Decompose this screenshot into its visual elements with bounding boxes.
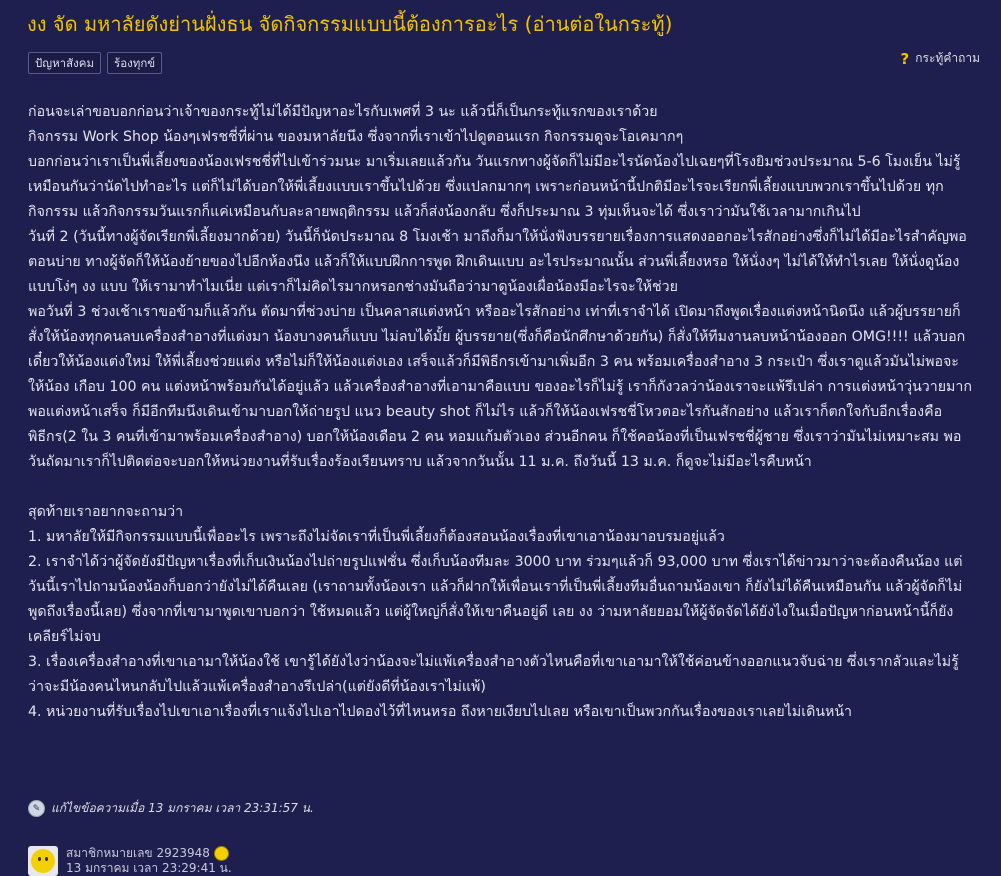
edit-note-text: แก้ไขข้อความเมื่อ 13 มกราคม เวลา 23:31:57 น. <box>51 801 314 815</box>
post-time: 13 มกราคม เวลา 23:29:41 น. <box>66 861 232 875</box>
question-item: 2. เราจำได้ว่าผู้จัดยังมีปัญหาเรื่องที่เก็บเงินน้องไปถ่ายรูปแฟชั่น ซึ่งเก็บน้องทีมละ 3000 บาท ร่วมๆแล้วก็ 93,000 บาท ซึ่งเราได้ข่าวมาว่าจะต้องคืนน้อง แต่วันนี้เราไปถามน้องน้องก็บอกว่ายังไม่ได้คืนเลย (เราถามทั้งน้องเรา แล้วก็ฝากให้เพื่อนเราที่เป็นพี่เลี้ยงทีมอื่นถามน้องเขา ก็ยังไม่ได้คืนเหมือนกัน แล้วผู้จัดก็ไม่พูดถึงเรื่องนี้เลย) ซึ่งจากที่เขามาพูดเขาบอกว่า ใช้หมดแล้ว แต่ผู้ใหญ่ก็สั่งให้เขาคืนอยู่ดี เลย งง ว่ามหาลัยยอมให้ผู้จัดจัดได้ยังไงในเมื่อปัญหาก่อนหน้านี้ก็ยังเคลียร์ไม่จบ <box>28 554 963 645</box>
edit-note <box>28 799 314 818</box>
paragraph: พอวันที่ 3 ช่วงเช้าเราขอข้ามก็แล้วกัน ตัดมาที่ช่วงบ่าย เป็นคลาสแต่งหน้า หรืออะไรสักอย่าง เท่าที่เราจำได้ เปิดมาถึงพูดเรื่องแต่งหน้านิดนึง แล้วผู้บรรยายก็สั่งให้น้องทุกคนลบเครื่องสำอางที่แต่งมา น้องบางคนก็แบบ ไม่ลบได้มั้ย ผู้บรรยาย(ซึ่งก็คือนักศึกษาด้วยกัน) ก็สั่งให้ทีมงานลบหน้าน้องออก OMG!!!! แล้วบอกเดี๋ยวให้น้องแต่งใหม่ ให้พี่เลี้ยงช่วยแต่ง หรือไม่ก็ให้น้องแต่งเอง เสร็จแล้วก็มีพิธีกรเข้ามาเพิ่มอีก 3 คน พร้อมเครื่องสำอาง 3 กระเป๋า ซึ่งเราดูแล้วมันไม่พอจะให้น้อง เกือบ 100 คน แต่งหน้าพร้อมกันได้อยู่แล้ว แล้วเครื่องสำอางที่เอามาคือแบบ ของอะไรก็ไม่รู้ เราก็กังวลว่าน้องเราจะแพ้รึเปล่า การแต่งหน้าวุ่นวายมาก พอแต่งหน้าเสร็จ ก็มีอีกทีมนึงเดินเข้ามาบอกให้ถ่ายรูป แนว beauty shot ก็ไม่ไร แล้วก็ให้น้องเฟรชชี่โหวตอะไรกันสักอย่าง แล้วเราก็ตกใจกับอีกเรื่องคือ พิธีกร(2 ใน 3 คนที่เข้ามาพร้อมเครื่องสำอาง) บอกให้น้องเดือน 2 คน หอมแก้มตัวเอง ส่วนอีกคน ก็ใช้คอน้องที่เป็นเฟรชชี่ผู้ชาย ซึ่งเราว่ามันไม่เหมาะสม พอวันถัดมาเราก็ไปติดต่อจะบอกให้หน่วยงานที่รับเรื่องร้องเรียนทราบ แล้วจากวันนั้น 11 ม.ค. ถึงวันนี้ 13 ม.ค. ก็ดูจะไม่มีอะไรคืบหน้า <box>28 304 972 470</box>
paragraph: ก่อนจะเล่าขอบอกก่อนว่าเจ้าของกระทู้ไม่ได้มีปัญหาอะไรกับเพศที่ 3 นะ แล้วนี่ก็เป็นกระทู้แรกของเราด้วย <box>28 104 658 120</box>
post-type <box>901 49 980 68</box>
edit-clock-icon: ✎ <box>28 800 45 817</box>
post-title: งง จัด มหาลัยดังย่านฝั่งธน จัดกิจกรรมแบบนี้ต้องการอะไร (อ่านต่อในกระทู้) <box>27 12 673 36</box>
tag-list <box>28 52 162 74</box>
question-item: 3. เรื่องเครื่องสำอางที่เขาเอามาให้น้องใช้ เขารู้ได้ยังไงว่าน้องจะไม่แพ้เครื่องสำอางตัวไหนคือที่เขาเอามาให้ใช้ค่อนข้างออกแนวจับฉ่าย ซึ่งเรากลัวและไม่รู้ว่าจะมีน้องคนไหนกลับไปแล้วแพ้เครื่องสำอางรึเปล่า(แต่ยังดีที่น้องเราไม่แพ้) <box>28 654 959 695</box>
paragraph: บอกก่อนว่าเราเป็นพี่เลี้ยงของน้องเฟรชชี่ที่ไปเข้าร่วมนะ มาเริ่มเลยแล้วกัน วันแรกทางผู้จัดก็ไม่มีอะไรนัดน้องไปเฉยๆที่โรงยิมช่วงประมาณ 5-6 โมงเย็น ไม่รู้เหมือนกันว่านัดไปทำอะไร แต่ก็ไม่ได้บอกให้พี่เลี้ยงแบบเราขึ้นไปด้วย ซึ่งแปลกมากๆ เพราะก่อนหน้านี้ปกติมีอะไรจะเรียกพี่เลี้ยงแบบพวกเราขึ้นไปด้วย ทุกกิจกรรม แล้วกิจกรรมวันแรกก็แค่เหมือนกับละลายพฤติกรรม แล้วก็ส่งน้องกลับ ซึ่งก็ประมาณ 3 ทุ่มเห็นจะได้ ซึ่งเราว่ามันใช้เวลามากเกินไป <box>28 154 961 220</box>
questions-heading: สุดท้ายเราอยากจะถามว่า <box>28 504 184 520</box>
question-item: 4. หน่วยงานที่รับเรื่องไปเขาเอาเรื่องที่เราแจ้งไปเอาไปดองไว้ที่ไหนหรอ ถึงหายเงียบไปเลย หรือเขาเป็นพวกกันเรื่องของเราเลยไม่เดินหน้า <box>28 704 853 720</box>
post-body <box>28 100 973 725</box>
tag-social-problem[interactable]: ปัญหาสังคม <box>28 52 101 74</box>
avatar[interactable] <box>28 846 58 876</box>
tag-complaint[interactable]: ร้องทุกข์ <box>107 52 162 74</box>
author-block <box>28 846 232 876</box>
question-icon: ? <box>900 49 910 68</box>
smiley-icon <box>214 846 229 861</box>
spacer <box>28 475 973 500</box>
smiley-avatar-icon <box>31 849 55 873</box>
paragraph: วันที่ 2 (วันนี้ทางผู้จัดเรียกพี่เลี้ยงมากด้วย) วันนี้ก็นัดประมาณ 8 โมงเช้า มาถึงก็มาให้นั่งฟังบรรยายเรื่องการแสดงออกอะไรสักอย่างซึ่งก็ไม่ได้มีอะไรสำคัญพอตอนบ่าย ทางผู้จัดก็ให้น้องย้ายของไปอีกห้องนึง แล้วก็ให้แบบฝึกการพูด ฝึกเดินแบบ อะไรประมาณนั้น ส่วนพี่เลี้ยงหรอ ให้นั่งงๆ ไม่ได้ให้ทำไรเลย ให้นั่งดูน้องแบบโง่ๆ งง แบบ ให้เรามาทำไมเนี่ย แต่เราก็ไม่คิดไรมากหรอกช่างมันถือว่ามาดูน้องเผื่อน้องมีอะไรจะให้ช่วย <box>28 229 967 295</box>
post-type-label: กระทู้คำถาม <box>915 51 980 65</box>
author-name[interactable]: สมาชิกหมายเลข 2923948 <box>66 846 210 860</box>
question-item: 1. มหาลัยให้มีกิจกรรมแบบนี้เพื่ออะไร เพราะถึงไม่จัดเราที่เป็นพี่เลี้ยงก็ต้องสอนน้องเรื่องที่เขาเอาน้องมาอบรมอยู่แล้ว <box>28 529 725 545</box>
paragraph: กิจกรรม Work Shop น้องๆเฟรชชี่ที่ผ่าน ของมหาลัยนึง ซึ่งจากที่เราเข้าไปดูตอนแรก กิจกรรมดูจะโอเคมากๆ <box>28 129 684 145</box>
